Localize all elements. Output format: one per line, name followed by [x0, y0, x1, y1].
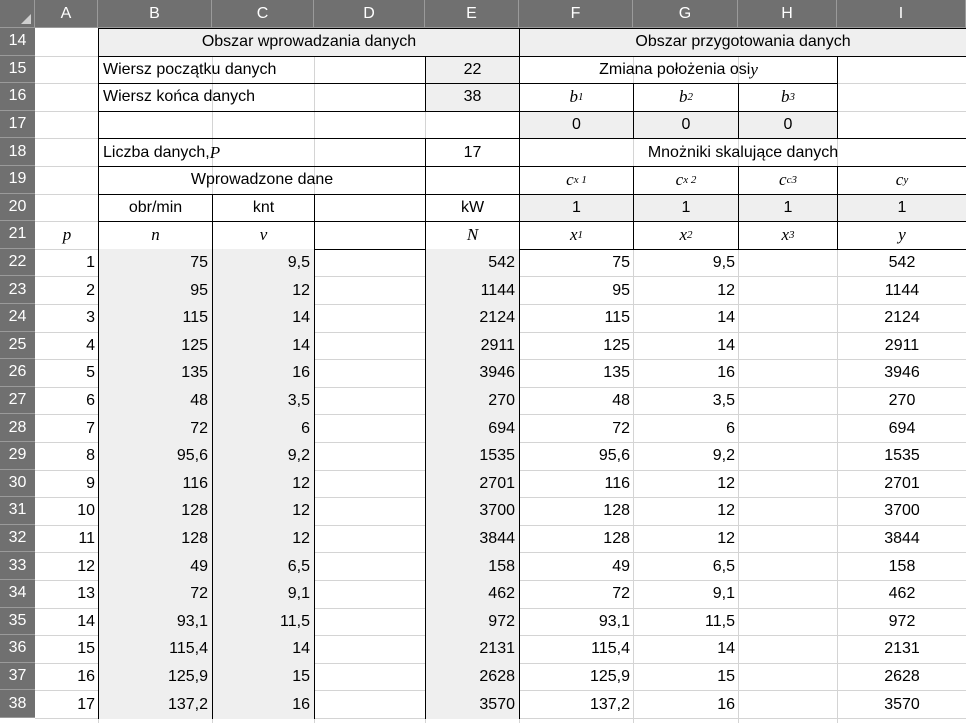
data-x1[interactable]: 116 — [604, 474, 630, 492]
symbol-subscript: 2 — [687, 229, 693, 242]
data-v[interactable]: 14 — [212, 332, 315, 361]
data-v[interactable]: 9,2 — [212, 442, 315, 471]
c-value-3[interactable]: 1 — [738, 194, 838, 223]
symbol-subscript: y — [903, 174, 909, 187]
data-y[interactable]: 972 — [888, 612, 916, 630]
symbol-base: b — [569, 87, 578, 107]
data-x2[interactable]: 12 — [717, 502, 735, 520]
data-x2[interactable]: 12 — [717, 474, 735, 492]
data-p[interactable]: 13 — [77, 585, 95, 603]
empty-row-17[interactable] — [98, 111, 520, 140]
symbol-subscript: x 1 — [573, 174, 587, 187]
column-header-f[interactable]: F — [519, 0, 633, 28]
symbol-base: c — [675, 170, 684, 190]
data-y[interactable]: 3844 — [884, 530, 920, 548]
row-header-15[interactable]: 15 — [0, 56, 35, 84]
entered-data-label[interactable]: Wprowadzone dane — [98, 166, 426, 195]
symbol-subscript: 3 — [789, 229, 795, 242]
c-label-4[interactable] — [837, 166, 966, 195]
start-row-label[interactable]: Wiersz początku danych — [98, 56, 426, 85]
symbol-base: x — [781, 225, 790, 245]
axis-shift-symbol: y — [750, 59, 758, 79]
data-y[interactable]: 3700 — [884, 502, 920, 520]
b-label-2[interactable] — [633, 83, 739, 112]
data-N[interactable]: 2628 — [425, 663, 520, 692]
data-p[interactable]: 1 — [86, 254, 95, 272]
data-p[interactable]: 14 — [77, 612, 95, 630]
column-header-i[interactable]: I — [837, 0, 966, 28]
row-header-19[interactable]: 19 — [0, 166, 35, 194]
empty-unit-d[interactable] — [314, 194, 426, 223]
data-v[interactable]: 12 — [212, 497, 315, 526]
data-n[interactable]: 115 — [98, 304, 213, 333]
data-x2[interactable]: 16 — [717, 364, 735, 382]
data-n[interactable]: 95,6 — [98, 442, 213, 471]
data-x1[interactable]: 49 — [612, 557, 630, 575]
data-N[interactable]: 2701 — [425, 470, 520, 499]
data-v[interactable]: 15 — [212, 663, 315, 692]
data-x2[interactable]: 12 — [717, 530, 735, 548]
data-N[interactable]: 3570 — [425, 690, 520, 719]
data-y[interactable]: 694 — [888, 419, 916, 437]
data-x2[interactable]: 6,5 — [712, 557, 735, 575]
data-n[interactable]: 72 — [98, 580, 213, 609]
data-N[interactable]: 2124 — [425, 304, 520, 333]
data-x1[interactable]: 115 — [604, 309, 630, 327]
row-header-38[interactable]: 38 — [0, 690, 35, 718]
data-v[interactable]: 6,5 — [212, 552, 315, 581]
data-x2[interactable]: 9,1 — [712, 585, 735, 603]
row-header-21[interactable]: 21 — [0, 221, 35, 249]
x-label-4[interactable] — [837, 221, 966, 250]
data-v[interactable]: 14 — [212, 304, 315, 333]
data-n[interactable]: 125 — [98, 332, 213, 361]
row-header-31[interactable]: 31 — [0, 497, 35, 525]
data-n[interactable]: 116 — [98, 470, 213, 499]
symbol-base: b — [781, 87, 790, 107]
data-v[interactable]: 14 — [212, 635, 315, 664]
data-x2[interactable]: 3,5 — [712, 392, 735, 410]
data-v[interactable]: 12 — [212, 276, 315, 305]
b-value-1[interactable]: 0 — [519, 111, 634, 140]
column-header-b[interactable]: B — [98, 0, 212, 28]
data-v[interactable]: 11,5 — [212, 608, 315, 637]
symbol-v[interactable]: v — [212, 221, 315, 250]
x-label-1[interactable] — [519, 221, 634, 250]
data-p[interactable]: 17 — [77, 695, 95, 713]
data-x1[interactable]: 48 — [612, 392, 630, 410]
data-p[interactable]: 16 — [77, 668, 95, 686]
symbol-N[interactable]: N — [425, 221, 520, 250]
symbol-subscript: x 2 — [683, 174, 697, 187]
data-y[interactable]: 2911 — [884, 336, 920, 354]
empty-symbol-d[interactable] — [314, 221, 426, 250]
data-N[interactable]: 3946 — [425, 359, 520, 388]
data-x1[interactable]: 125 — [603, 336, 630, 354]
data-x1[interactable]: 115,4 — [591, 640, 630, 658]
data-p[interactable]: 5 — [86, 364, 95, 382]
data-p[interactable]: 10 — [77, 502, 95, 520]
count-label-text: Liczba danych, — [103, 143, 210, 161]
b-value-3[interactable]: 0 — [738, 111, 838, 140]
row-header-34[interactable]: 34 — [0, 580, 35, 608]
data-x1[interactable]: 135 — [603, 364, 630, 382]
data-p[interactable]: 15 — [77, 640, 95, 658]
symbol-subscript: 3 — [789, 91, 795, 104]
data-n[interactable]: 135 — [98, 359, 213, 388]
symbol-subscript: c3 — [786, 174, 797, 187]
column-header-a[interactable]: A — [35, 0, 98, 28]
unit-v[interactable]: knt — [212, 194, 315, 223]
data-y[interactable]: 158 — [888, 557, 916, 575]
data-n[interactable]: 93,1 — [98, 608, 213, 637]
data-n[interactable]: 48 — [98, 387, 213, 416]
data-y[interactable]: 1535 — [884, 447, 920, 465]
symbol-base: b — [679, 87, 688, 107]
unit-N[interactable]: kW — [425, 194, 520, 223]
empty-merged-cell[interactable] — [837, 56, 966, 140]
data-n[interactable]: 137,2 — [98, 690, 213, 719]
data-x1[interactable]: 137,2 — [589, 695, 630, 713]
column-header-d[interactable]: D — [314, 0, 425, 28]
data-N[interactable]: 3844 — [425, 525, 520, 554]
data-p[interactable]: 2 — [86, 281, 95, 299]
symbol-subscript: 2 — [687, 91, 693, 104]
data-v[interactable]: 12 — [212, 525, 315, 554]
axis-shift-text: Zmiana położenia osi — [599, 60, 751, 78]
column-header-e[interactable]: E — [425, 0, 519, 28]
data-N[interactable]: 2131 — [425, 635, 520, 664]
data-x2[interactable]: 14 — [717, 640, 735, 658]
x-label-2[interactable] — [633, 221, 739, 250]
row-header-29[interactable]: 29 — [0, 442, 35, 470]
symbol-base: c — [895, 170, 904, 190]
data-N[interactable]: 270 — [425, 387, 520, 416]
data-x1[interactable]: 128 — [603, 530, 630, 548]
data-x1[interactable]: 128 — [603, 502, 630, 520]
data-y[interactable]: 270 — [888, 392, 916, 410]
data-x2[interactable]: 14 — [717, 309, 735, 327]
end-row-value[interactable]: 38 — [425, 83, 520, 112]
data-N[interactable]: 694 — [425, 414, 520, 443]
symbol-subscript: 1 — [577, 229, 584, 242]
row-header-30[interactable]: 30 — [0, 470, 35, 498]
start-row-value[interactable]: 22 — [425, 56, 520, 85]
data-n[interactable]: 95 — [98, 276, 213, 305]
count-symbol: P — [209, 142, 221, 162]
data-x1[interactable]: 95 — [612, 281, 630, 299]
c-label-1[interactable] — [519, 166, 634, 195]
data-p[interactable]: 12 — [77, 557, 95, 575]
c-value-2[interactable]: 1 — [633, 194, 739, 223]
data-v[interactable]: 3,5 — [212, 387, 315, 416]
row-header-32[interactable]: 32 — [0, 525, 35, 553]
row-header-27[interactable]: 27 — [0, 387, 35, 415]
scale-label[interactable]: Mnożniki skalujące danych — [519, 138, 966, 167]
data-x2[interactable]: 14 — [717, 336, 735, 354]
data-p[interactable]: 4 — [86, 336, 95, 354]
count-label[interactable] — [98, 138, 426, 167]
row-header-20[interactable]: 20 — [0, 194, 35, 222]
data-p[interactable]: 6 — [86, 392, 95, 410]
row-header-17[interactable]: 17 — [0, 111, 35, 139]
data-v[interactable]: 9,1 — [212, 580, 315, 609]
symbol-p[interactable]: p — [62, 225, 72, 245]
row-header-24[interactable]: 24 — [0, 304, 35, 332]
data-v[interactable]: 12 — [212, 470, 315, 499]
b-label-1[interactable] — [519, 83, 634, 112]
data-x2[interactable]: 9,2 — [712, 447, 735, 465]
data-y[interactable]: 1144 — [884, 281, 920, 299]
data-N[interactable]: 972 — [425, 608, 520, 637]
select-all-button[interactable] — [0, 0, 35, 28]
data-x1[interactable]: 72 — [612, 419, 630, 437]
symbol-base: x — [679, 225, 688, 245]
symbol-base: c — [566, 170, 574, 190]
row-header-36[interactable]: 36 — [0, 635, 35, 663]
data-N[interactable]: 542 — [425, 249, 520, 278]
prep-area-title[interactable]: Obszar przygotowania danych — [519, 28, 966, 57]
symbol-n[interactable]: n — [98, 221, 213, 250]
row-header-35[interactable]: 35 — [0, 608, 35, 636]
data-v[interactable]: 6 — [212, 414, 315, 443]
row-header-26[interactable]: 26 — [0, 359, 35, 387]
data-n[interactable]: 128 — [98, 497, 213, 526]
row-header-33[interactable]: 33 — [0, 552, 35, 580]
data-n[interactable]: 128 — [98, 525, 213, 554]
data-x2[interactable]: 16 — [717, 695, 735, 713]
row-header-14[interactable]: 14 — [0, 28, 35, 56]
data-x2[interactable]: 15 — [717, 668, 735, 686]
x-label-3[interactable] — [738, 221, 838, 250]
data-x2[interactable]: 11,5 — [705, 612, 735, 630]
data-y[interactable]: 2131 — [884, 640, 920, 658]
data-x2[interactable]: 6 — [726, 419, 735, 437]
data-x1[interactable]: 95,6 — [598, 447, 630, 465]
data-n[interactable]: 125,9 — [98, 663, 213, 692]
data-y[interactable]: 2701 — [884, 474, 920, 492]
count-value[interactable]: 17 — [425, 138, 520, 167]
column-header-g[interactable]: G — [633, 0, 738, 28]
data-y[interactable]: 542 — [888, 254, 916, 272]
row-header-23[interactable]: 23 — [0, 276, 35, 304]
c-value-4[interactable]: 1 — [837, 194, 966, 223]
row-header-16[interactable]: 16 — [0, 83, 35, 111]
data-v[interactable]: 16 — [212, 359, 315, 388]
data-p[interactable]: 7 — [86, 419, 95, 437]
data-N[interactable]: 1144 — [425, 276, 520, 305]
data-n[interactable]: 75 — [98, 249, 213, 278]
data-x1[interactable]: 125,9 — [589, 668, 630, 686]
data-p[interactable]: 8 — [86, 447, 95, 465]
row-header-37[interactable]: 37 — [0, 663, 35, 691]
data-x2[interactable]: 12 — [717, 281, 735, 299]
symbol-base: c — [779, 170, 787, 190]
data-n[interactable]: 115,4 — [98, 635, 213, 664]
data-y[interactable]: 462 — [888, 585, 916, 603]
data-x1[interactable]: 93,1 — [598, 612, 630, 630]
row-header-18[interactable]: 18 — [0, 138, 35, 166]
c-value-1[interactable]: 1 — [519, 194, 634, 223]
input-area-title[interactable]: Obszar wprowadzania danych — [98, 28, 520, 57]
c-label-3[interactable] — [738, 166, 838, 195]
data-x1[interactable]: 72 — [612, 585, 630, 603]
data-N[interactable]: 158 — [425, 552, 520, 581]
column-header-h[interactable]: H — [738, 0, 837, 28]
b-value-2[interactable]: 0 — [633, 111, 739, 140]
data-N[interactable]: 1535 — [425, 442, 520, 471]
row-header-22[interactable]: 22 — [0, 249, 35, 277]
data-n[interactable]: 72 — [98, 414, 213, 443]
data-x2[interactable]: 9,5 — [712, 254, 735, 272]
data-N[interactable]: 2911 — [425, 332, 520, 361]
data-p[interactable]: 9 — [86, 474, 95, 492]
axis-shift-label[interactable] — [519, 56, 838, 85]
data-N[interactable]: 462 — [425, 580, 520, 609]
symbol-base: y — [898, 225, 906, 245]
symbol-subscript: 1 — [578, 91, 584, 104]
data-y[interactable]: 3946 — [884, 364, 920, 382]
data-x1[interactable]: 75 — [612, 254, 630, 272]
end-row-label[interactable]: Wiersz końca danych — [98, 83, 426, 112]
data-p[interactable]: 3 — [86, 309, 95, 327]
data-n[interactable]: 49 — [98, 552, 213, 581]
symbol-base: x — [569, 225, 578, 245]
row-header-28[interactable]: 28 — [0, 414, 35, 442]
row-header-25[interactable]: 25 — [0, 332, 35, 360]
data-p[interactable]: 11 — [78, 530, 95, 548]
data-v[interactable]: 16 — [212, 690, 315, 719]
column-header-c[interactable]: C — [212, 0, 314, 28]
c-label-2[interactable] — [633, 166, 739, 195]
data-y[interactable]: 2628 — [884, 668, 920, 686]
data-y[interactable]: 2124 — [884, 309, 920, 327]
b-label-3[interactable] — [738, 83, 838, 112]
unit-n[interactable]: obr/min — [98, 194, 213, 223]
data-v[interactable]: 9,5 — [212, 249, 315, 278]
data-y[interactable]: 3570 — [884, 695, 920, 713]
data-N[interactable]: 3700 — [425, 497, 520, 526]
